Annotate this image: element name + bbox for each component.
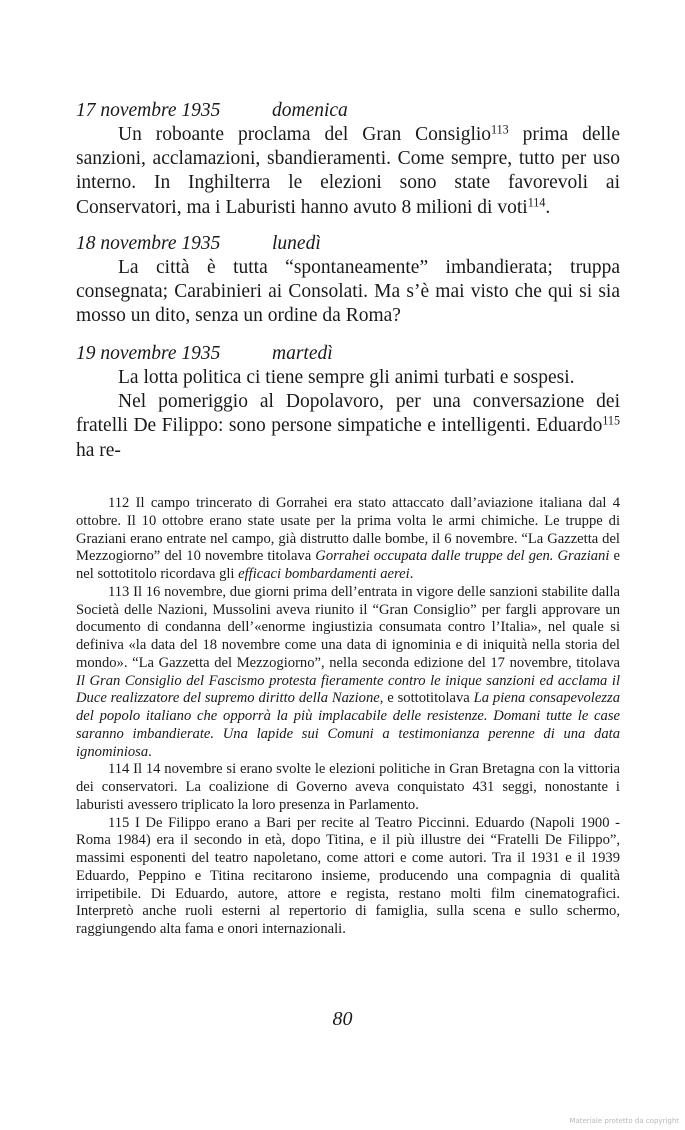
footnote-text: Il campo trincerato di Gorrahei era stato attaccato dall’aviazione italiana dal 4 ottobre. Il 10 ottobre erano state usate per la prima volta le armi chimiche. Le truppe di Graziani erano entrate nel campo, già distrutto dalle bombe, il 6 novembre. “La Gazzetta del Mezzogiorno” del 10 novembre titolava	[76, 495, 620, 565]
entry-paragraph: La città è tutta “spontaneamente” imbandierata; truppa consegnata; Carabinieri ai Consolati. Ma s’è mai visto che qui si sia mosso un dito, senza un ordine da Roma?	[76, 257, 620, 327]
footnote-114	[76, 761, 620, 814]
entry-weekday: lunedì	[272, 233, 321, 254]
footnote-text: .	[148, 743, 152, 760]
footnote-ref[interactable]: 115	[602, 413, 620, 428]
entry-date: 17 novembre 1935	[76, 100, 221, 121]
entry-weekday: domenica	[272, 100, 348, 121]
footnote-number: 114	[108, 761, 130, 778]
footnote-ref[interactable]: 114	[527, 194, 546, 209]
footnote-115	[76, 815, 620, 939]
footnote-text: .	[409, 566, 414, 582]
footnote-title-citation: Gorrahei occupata dalle truppe del gen. Graziani	[315, 548, 610, 565]
entry-weekday: martedì	[272, 343, 333, 364]
footnote-text: e nel sottotitolo ricordava gli	[76, 548, 620, 582]
entry-heading	[76, 99, 620, 123]
footnote-number: 112	[108, 495, 130, 511]
entry-paragraph: Un roboante proclama del Gran Consiglio$^{113}$ prima delle sanzioni, acclamazioni, sbandieramenti. Come sempre, tutto per uso interno. In Inghilterra le elezioni sono state favorevoli ai Conservatori, ma i Laburisti hanno avuto 8 milioni di voti$^{114}$.	[76, 122, 620, 218]
footnote-text: I De Filippo erano a Bari per recite al Teatro Piccinni. Eduardo (Napoli 1900 - Roma 1984) era il secondo in età, dopo Titina, e il più illustre dei “Fratelli De Filippo”, massimi esponenti del teatro napoletano, come attori e come autori. Tra il 1931 e il 1939 Eduardo, Peppino e Titina recitarono insieme, producendo una compagnia di qualità irripetibile. Di Eduardo, autore, attore e regista, restano molti film cinematografici. Interpretò anche ruoli esterni al repertorio di famiglia, sulla scena e sullo schermo, raggiungendo alta fama e onori internazionali.	[76, 814, 620, 937]
diary-entry-1	[76, 99, 620, 220]
diary-entry-2	[76, 232, 620, 329]
footnote-title-citation: efficaci bombardamenti aerei	[238, 566, 410, 582]
diary-entry-3	[76, 342, 620, 463]
footnote-text: , e sottotitolava	[379, 690, 474, 707]
entry-paragraph: La lotta politica ci tiene sempre gli animi turbati e sospesi.	[118, 367, 575, 388]
entry-date: 19 novembre 1935	[76, 343, 221, 364]
footnote-title-citation: La piena consapevolezza del popolo italiano che opporrà la più implacabile delle resistenze. Domani tutte le case saranno imbandierate. Una lapide sui Comuni a testimonianza perenne di una data ignominiosa	[76, 690, 620, 760]
page-number: 80	[332, 1008, 353, 1030]
footnote-text: Il 14 novembre si erano svolte le elezioni politiche in Gran Bretagna con la vittoria dei conservatori. La coalizione di Governo aveva conquistato 431 seggi, nonostante i laburisti avessero triplicato la loro presenza in Parlamento.	[76, 761, 620, 813]
copyright-watermark: Materiale protetto da copyright	[569, 1117, 679, 1125]
entry-heading	[76, 232, 620, 256]
entry-date: 18 novembre 1935	[76, 233, 221, 254]
entry-paragraph: Nel pomeriggio al Dopolavoro, per una conversazione dei fratelli De Filippo: sono persone simpatiche e intelligenti. Eduardo$^{115}$ ha re-	[76, 391, 620, 461]
entry-heading	[76, 342, 620, 366]
footnote-112	[76, 495, 620, 584]
footnote-ref[interactable]: 113	[491, 122, 509, 137]
footnote-number: 115	[108, 814, 130, 831]
footnote-number: 113	[108, 583, 130, 600]
footnote-text: Il 16 novembre, due giorni prima dell’entrata in vigore delle sanzioni stabilite dalla Società delle Nazioni, Mussolini aveva riunito il “Gran Consiglio” per fargli approvare un documento di condanna dell’«enorme ingiustizia consumata contro l’Italia», nel quale si definiva «la data del 18 novembre come una data di ignominia e di iniquità nella storia del mondo». “La Gazzetta del Mezzogiorno”, nella seconda edizione del 17 novembre, titolava	[76, 583, 620, 671]
footnotes	[76, 495, 620, 939]
footnote-113	[76, 584, 620, 762]
footnote-title-citation: Il Gran Consiglio del Fascismo protesta fieramente contro le inique sanzioni ed acclama il Duce realizzatore del supremo diritto della Nazione	[76, 672, 620, 707]
